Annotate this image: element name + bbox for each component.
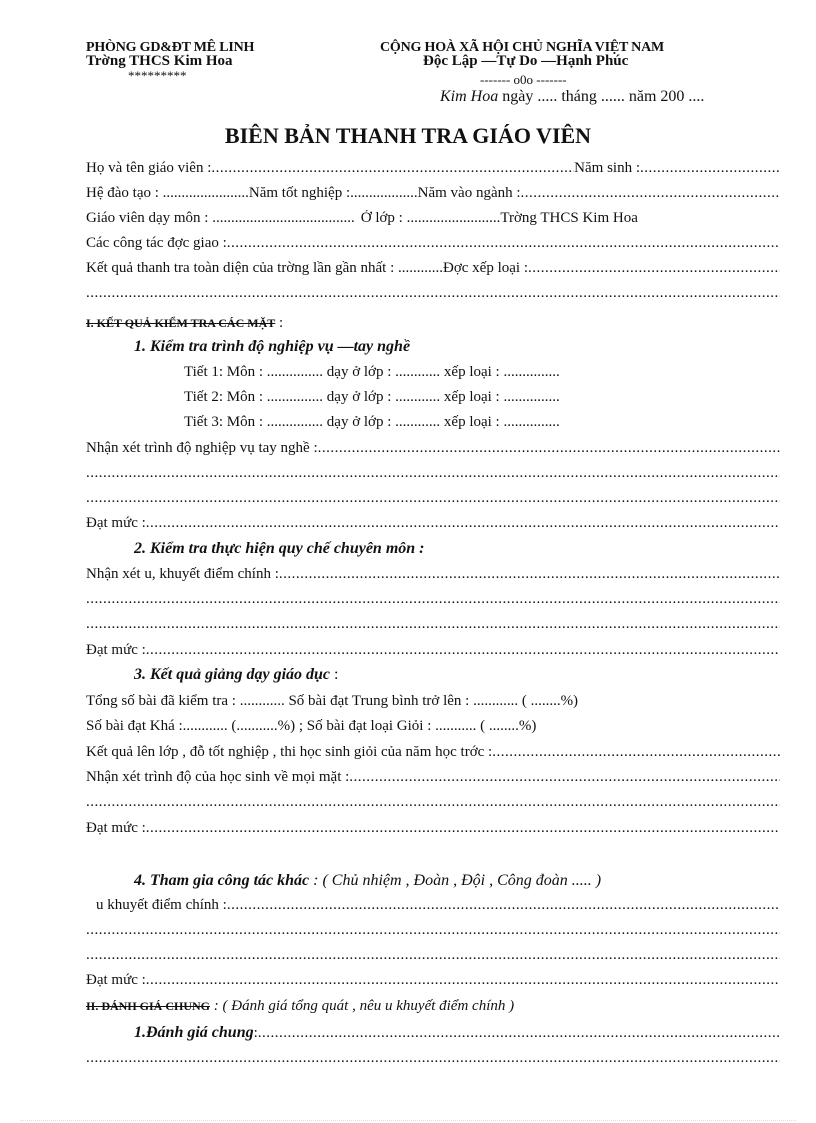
- subsection-3-title: 3. Kết quả giảng dạy giáo dục: [134, 666, 331, 683]
- strengths-label: Nhận xét u, khuyết điểm chính :: [86, 566, 279, 582]
- page-title: BIÊN BẢN THANH TRA GIÁO VIÊN: [224, 123, 592, 148]
- place-name: Kim Hoa: [440, 88, 499, 105]
- other-work-label: u khuyết điểm chính :: [96, 897, 227, 913]
- subsection-4-heading: [134, 872, 601, 890]
- school-label: Trờng THCS Kim Hoa: [500, 210, 638, 226]
- lesson-1-line: Tiết 1: Môn : ............... dạy ở lớp : ............ xếp loại : ...............: [184, 364, 560, 380]
- training-label: Hệ đào tạo : .......................: [86, 185, 249, 201]
- achievement-label: Đạt mức :: [86, 820, 146, 836]
- header-divider: ------- o0o -------: [480, 72, 567, 87]
- section-1-heading: I. KẾT QUẢ KIỂM TRA CÁC MẶT :: [86, 315, 284, 331]
- blank-dotted-line: [86, 794, 780, 816]
- skill-comment-label: Nhận xét trình độ nghiệp vụ tay nghề :: [86, 440, 318, 456]
- blank-dotted-line: [86, 591, 780, 613]
- tests-total-line: Tổng số bài đã kiểm tra : ............ Số bài đạt Trung bình trở lên : ............ ( ........%): [86, 693, 579, 709]
- student-comment-label: Nhận xét trình độ của học sinh về mọi mặt :: [86, 769, 350, 785]
- section-1-title: I. KẾT QUẢ KIỂM TRA CÁC MẶT: [86, 316, 276, 330]
- achievement-line: [86, 972, 780, 994]
- subject-line: [86, 210, 780, 232]
- school-name: Trờng THCS Kim Hoa: [86, 53, 233, 69]
- other-work-line: [96, 897, 780, 919]
- training-line: [86, 185, 780, 207]
- department-name: PHÒNG GD&ĐT MÊ LINH: [86, 40, 255, 55]
- subsection-3-heading: 3. Kết quả giảng dạy giáo dục :: [134, 666, 339, 683]
- last-inspection-line: [86, 260, 780, 282]
- rating-label: Đợc xếp loại :: [443, 260, 528, 276]
- achievement-line: [86, 515, 780, 537]
- results-label: Kết quả lên lớp , đỗ tốt nghiệp , thi học sinh giỏi của năm học trớc :: [86, 744, 493, 760]
- blank-dotted-line: [86, 285, 780, 307]
- lesson-2-line: Tiết 2: Môn : ............... dạy ở lớp : ............ xếp loại : ...............: [184, 389, 560, 405]
- general-eval-line: 1.Đánh giá chung : .....: [134, 1024, 780, 1046]
- assigned-work-label: Các công tác đợc giao :: [86, 235, 227, 251]
- republic-name: CỘNG HOÀ XÃ HỘI CHỦ NGHĨA VIỆT NAM: [380, 40, 664, 55]
- subsection-4-note: : ( Chủ nhiệm , Đoàn , Đội , Công đoàn ..... ): [309, 872, 602, 889]
- blank-dotted-line: [86, 947, 780, 969]
- tests-grades-line: Số bài đạt Khá :............ (...........%) ; Số bài đạt loại Giỏi : ........... ( ........%): [86, 718, 537, 734]
- section-2-title: II. ĐÁNH GIÁ CHUNG: [86, 999, 211, 1013]
- page-bottom-divider: [20, 1120, 796, 1121]
- strengths-line: [86, 566, 780, 588]
- student-comment-line: [86, 769, 780, 791]
- results-line: [86, 744, 780, 766]
- teacher-name-line: [86, 160, 780, 182]
- achievement-line: [86, 820, 780, 842]
- graduation-year-label: Năm tốt nghiệp :..................: [248, 185, 418, 201]
- teacher-name-label: Họ và tên giáo viên :: [86, 160, 212, 176]
- class-label: Ở lớp : .........................: [360, 210, 501, 226]
- skill-comment-line: [86, 440, 780, 462]
- achievement-label: Đạt mức :: [86, 515, 146, 531]
- national-motto: Độc Lập —Tự Do —Hạnh Phúc: [423, 53, 629, 69]
- birth-year-label: Năm sinh :: [574, 160, 640, 176]
- blank-dotted-line: [86, 1050, 780, 1072]
- assigned-work-line: [86, 235, 780, 257]
- subject-label: Giáo viên dạy môn : ......................................: [86, 210, 355, 226]
- subsection-4-title: 4. Tham gia công tác khác: [134, 872, 310, 889]
- lesson-3-line: Tiết 3: Môn : ............... dạy ở lớp : ............ xếp loại : ...............: [184, 414, 560, 430]
- blank-dotted-line: [86, 465, 780, 487]
- achievement-label: Đạt mức :: [86, 972, 146, 988]
- blank-dotted-line: [86, 922, 780, 944]
- date-text: ngày ..... tháng ...... năm 200 ....: [502, 88, 705, 105]
- stars-decoration: *********: [128, 68, 187, 83]
- blank-dotted-line: [86, 616, 780, 638]
- section-2-note: : ( Đánh giá tổng quát , nêu u khuyết điểm chính ): [210, 998, 515, 1014]
- general-eval-title: 1.Đánh giá chung: [134, 1024, 254, 1041]
- entry-year-label: Năm vào ngành :: [417, 185, 521, 201]
- achievement-line: [86, 642, 780, 664]
- blank-dotted-line: [86, 490, 780, 512]
- date-line: [440, 88, 704, 106]
- section-2-heading: [86, 998, 514, 1015]
- subsection-1-title: 1. Kiểm tra trình độ nghiệp vụ —tay nghề: [134, 338, 411, 355]
- last-inspection-label: Kết quả thanh tra toàn diện của trờng lần gần nhất : ............: [86, 260, 443, 276]
- achievement-label: Đạt mức :: [86, 642, 146, 658]
- subsection-2-title: 2. Kiểm tra thực hiện quy chế chuyên môn :: [134, 540, 425, 557]
